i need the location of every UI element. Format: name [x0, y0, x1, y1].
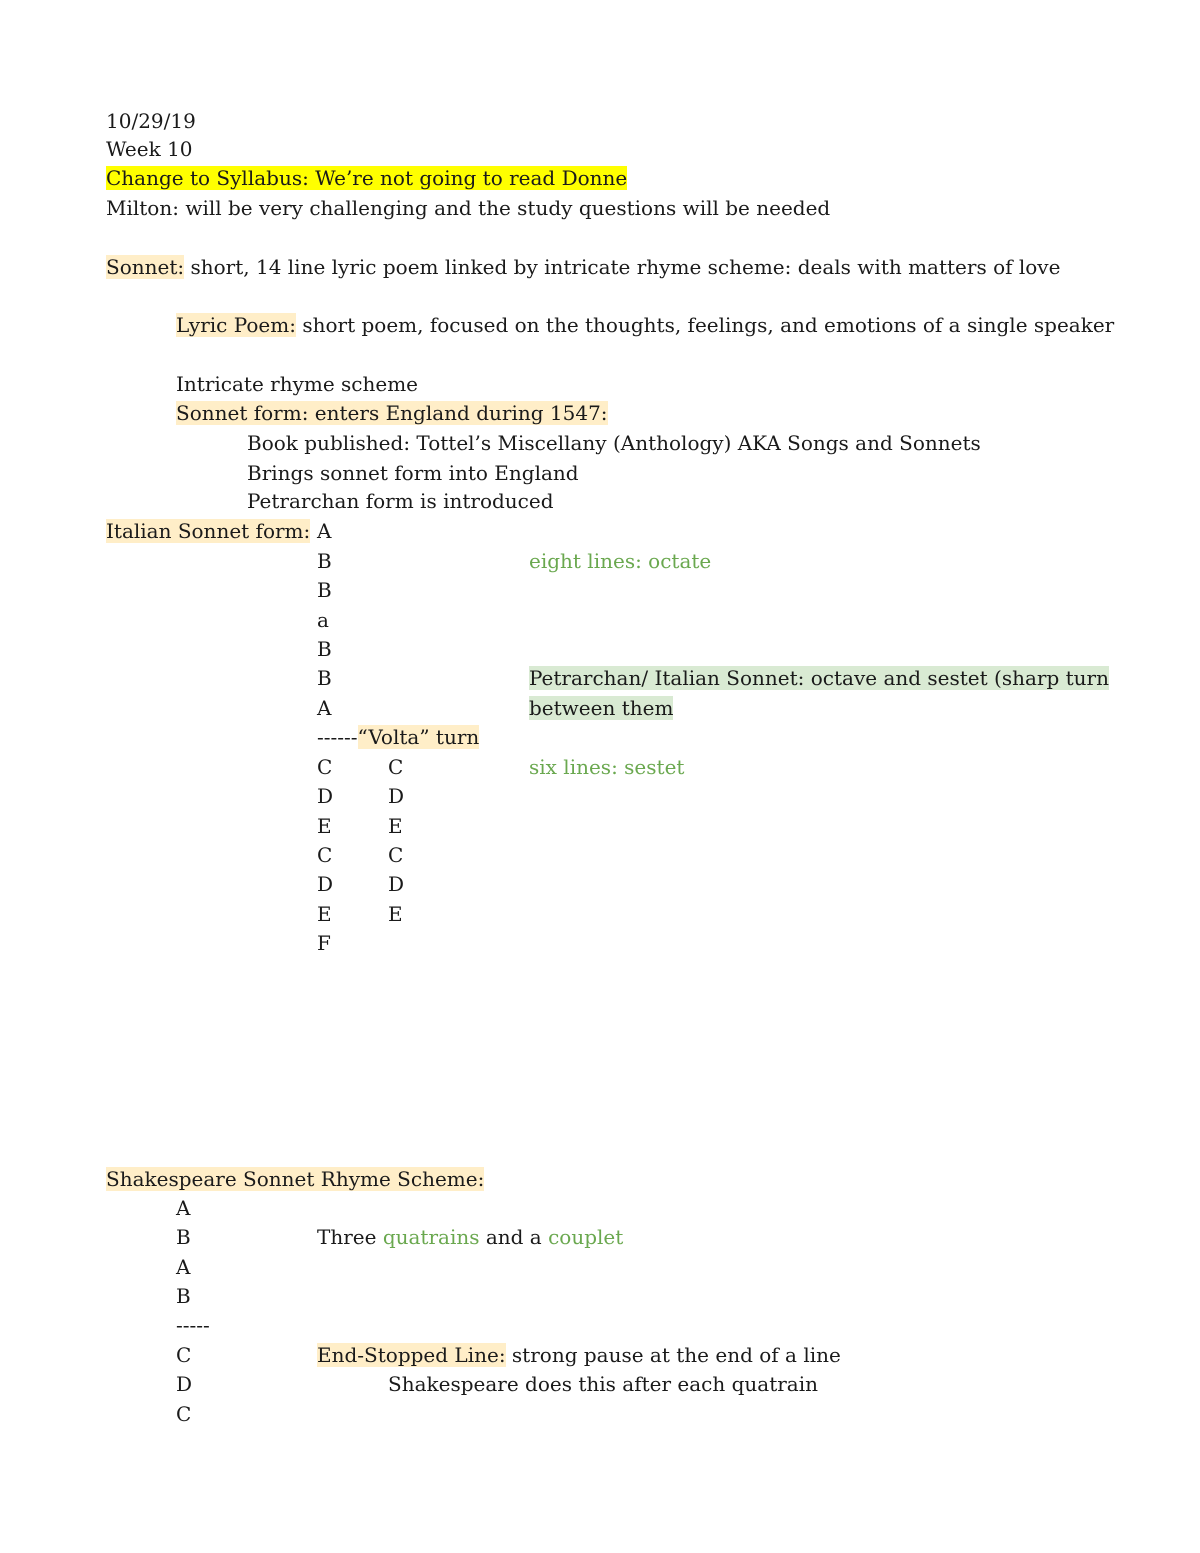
- quatrains-term: quatrains: [382, 1225, 480, 1249]
- rhyme-letter: D: [317, 872, 334, 896]
- rhyme-letter-alt: C: [388, 843, 404, 867]
- rhyme-letter: B: [176, 1284, 191, 1308]
- three-text: Three: [317, 1225, 383, 1249]
- italian-form-highlight: Italian Sonnet form:: [106, 519, 311, 543]
- lyric-term: Lyric Poem:: [176, 313, 296, 337]
- end-stopped-def-text: strong pause at the end of a line: [505, 1343, 841, 1367]
- rhyme-letter: C: [176, 1343, 192, 1367]
- syllabus-change-highlight: Change to Syllabus: We’re not going to read Donne: [106, 166, 628, 190]
- lyric-def-text: short poem, focused on the thoughts, feelings, and emotions of a single speaker: [295, 313, 1115, 337]
- sonnet-form-detail: Petrarchan form is introduced: [247, 489, 554, 513]
- sonnet-form-detail: Brings sonnet form into England: [247, 461, 579, 485]
- date: 10/29/19: [106, 109, 196, 133]
- sonnet-term: Sonnet:: [106, 255, 185, 279]
- sonnet-definition: [106, 254, 1060, 280]
- sonnet-form-highlight: Sonnet form: enters England during 1547:: [176, 401, 608, 425]
- end-stopped-term: End-Stopped Line:: [317, 1343, 506, 1367]
- petrarchan-note-line1: [529, 665, 1109, 691]
- rhyme-letter-alt: E: [388, 814, 403, 838]
- rhyme-letter-alt: D: [388, 872, 405, 896]
- rhyme-letter: B: [317, 578, 332, 602]
- rhyme-letter: A: [176, 1255, 191, 1279]
- separator-dashes: -----: [176, 1313, 210, 1337]
- rhyme-letter: B: [317, 549, 332, 573]
- end-stopped-note: Shakespeare does this after each quatrain: [388, 1372, 818, 1396]
- rhyme-letter: E: [317, 902, 332, 926]
- petrarchan-note-line2: [529, 695, 673, 721]
- rhyme-letter: C: [317, 843, 333, 867]
- rhyme-letter: B: [317, 666, 332, 690]
- rhyme-letter: C: [317, 755, 333, 779]
- rhyme-letter: E: [317, 814, 332, 838]
- rhyme-letter-alt: C: [388, 755, 404, 779]
- rhyme-letter: a: [317, 608, 329, 632]
- six-lines-note: six lines: sestet: [529, 755, 685, 779]
- rhyme-letter: B: [317, 637, 332, 661]
- syllabus-change: [106, 165, 627, 191]
- rhyme-letter-alt: E: [388, 902, 403, 926]
- rhyme-letter: A: [176, 1196, 191, 1220]
- rhyme-letter: A: [317, 519, 332, 543]
- milton-note: Milton: will be very challenging and the study questions will be needed: [106, 196, 831, 220]
- petrarchan-highlight: between them: [529, 696, 674, 720]
- volta-line: [317, 724, 479, 750]
- rhyme-letter: D: [317, 784, 334, 808]
- rhyme-letter: F: [317, 931, 331, 955]
- sonnet-def-text: short, 14 line lyric poem linked by intricate rhyme scheme: deals with matters of love: [184, 255, 1061, 279]
- sonnet-form-detail: Book published: Tottel’s Miscellany (Anthology) AKA Songs and Sonnets: [247, 431, 981, 455]
- end-stopped-definition: [317, 1342, 841, 1368]
- rhyme-letter-alt: D: [388, 784, 405, 808]
- volta-dashes: ------: [317, 725, 358, 749]
- rhyme-note: Intricate rhyme scheme: [176, 372, 419, 396]
- rhyme-letter: B: [176, 1225, 191, 1249]
- couplet-term: couplet: [548, 1225, 624, 1249]
- rhyme-letter: A: [317, 696, 332, 720]
- sonnet-form-heading: [176, 400, 608, 426]
- eight-lines-note: eight lines: octate: [529, 549, 712, 573]
- quatrains-note: [317, 1224, 623, 1250]
- shakespeare-heading-highlight: Shakespeare Sonnet Rhyme Scheme:: [106, 1167, 485, 1191]
- italian-form-label: [106, 518, 310, 544]
- volta-label: “Volta” turn: [357, 725, 480, 749]
- lyric-definition: [176, 312, 1114, 338]
- petrarchan-highlight: Petrarchan/ Italian Sonnet: octave and sestet (sharp turn: [529, 666, 1109, 690]
- rhyme-letter: C: [176, 1402, 192, 1426]
- rhyme-letter: D: [176, 1372, 193, 1396]
- and-a-text: and a: [479, 1225, 549, 1249]
- shakespeare-heading: [106, 1166, 484, 1192]
- week-label: Week 10: [106, 137, 193, 161]
